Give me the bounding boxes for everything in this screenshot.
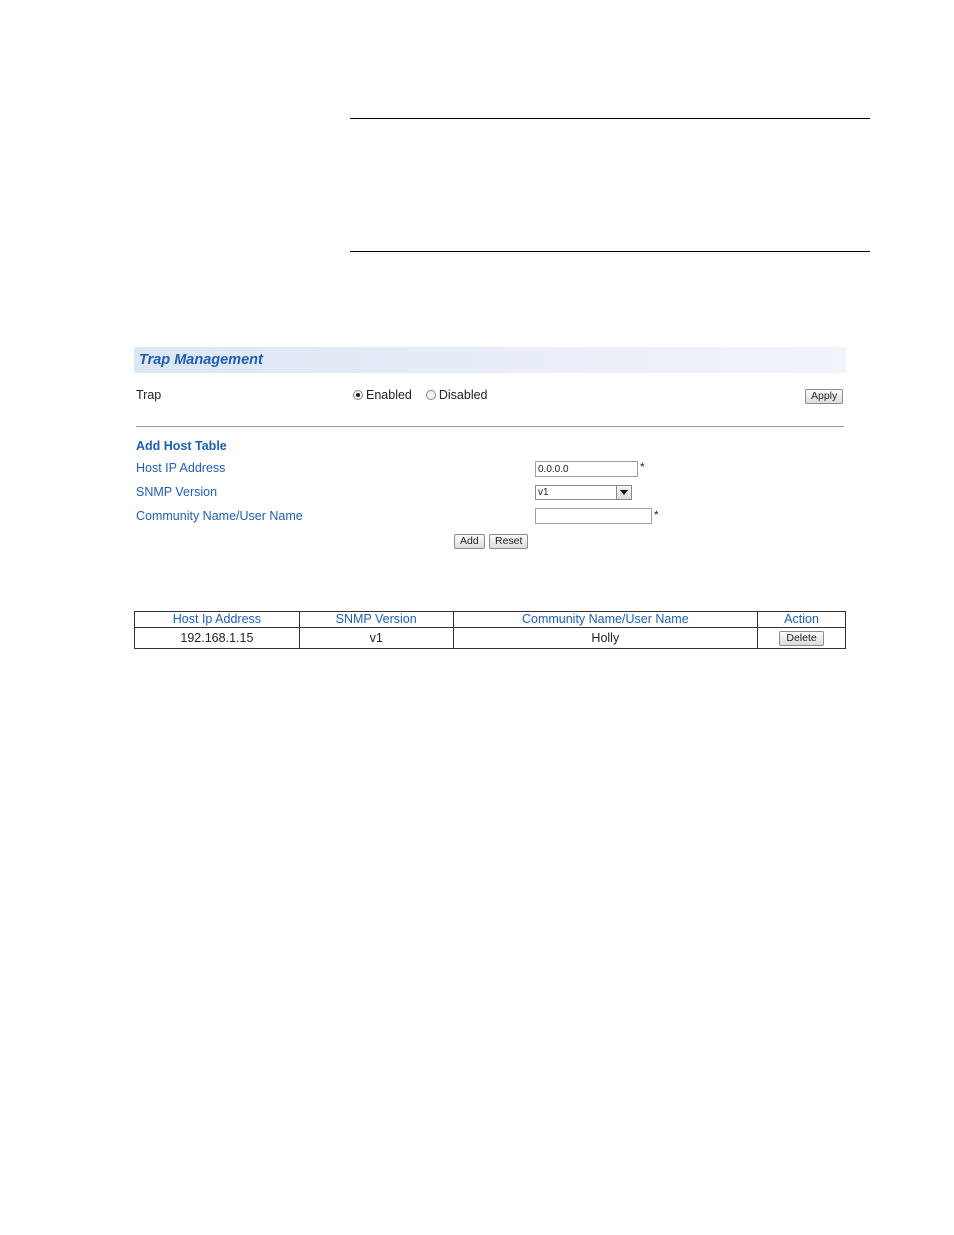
delete-button[interactable]: Delete	[779, 631, 823, 646]
cell-community: Holly	[453, 628, 758, 649]
add-host-section-title: Add Host Table	[136, 439, 227, 453]
community-required-mark: *	[654, 508, 659, 522]
trap-management-panel	[134, 347, 846, 547]
cell-snmp-version: v1	[299, 628, 453, 649]
apply-button[interactable]: Apply	[805, 389, 843, 404]
snmp-version-label: SNMP Version	[136, 485, 218, 499]
column-header-host-ip: Host Ip Address	[135, 612, 300, 628]
radio-checked-icon[interactable]	[353, 390, 363, 400]
snmp-version-selected: v1	[538, 487, 549, 498]
panel-title-bar	[134, 347, 846, 373]
top-rule	[350, 118, 870, 119]
trap-enabled-label: Enabled	[366, 388, 412, 402]
community-name-input[interactable]	[535, 508, 652, 524]
snmp-version-select[interactable]	[535, 485, 632, 500]
section-divider	[136, 426, 844, 427]
column-header-action: Action	[758, 612, 846, 628]
add-button[interactable]: Add	[454, 534, 485, 549]
reset-button[interactable]: Reset	[489, 534, 528, 549]
panel-title: Trap Management	[139, 352, 263, 368]
trap-radio-group	[353, 388, 502, 402]
radio-unchecked-icon[interactable]	[426, 390, 436, 400]
column-header-community: Community Name/User Name	[453, 612, 758, 628]
host-table	[134, 611, 846, 649]
column-header-snmp-version: SNMP Version	[299, 612, 453, 628]
community-name-label: Community Name/User Name	[136, 509, 303, 523]
cell-host-ip: 192.168.1.15	[135, 628, 300, 649]
trap-label: Trap	[136, 388, 162, 402]
bottom-rule	[350, 251, 870, 252]
dropdown-arrow-icon[interactable]	[616, 486, 631, 499]
host-ip-input[interactable]	[535, 461, 638, 477]
host-table-header	[135, 612, 846, 628]
trap-enabled-radio[interactable]	[353, 388, 412, 402]
table-row	[135, 628, 846, 649]
cell-action	[758, 628, 846, 649]
trap-disabled-radio[interactable]	[426, 388, 488, 402]
host-ip-required-mark: *	[640, 460, 645, 474]
trap-disabled-label: Disabled	[438, 388, 488, 402]
host-ip-label: Host IP Address	[136, 461, 226, 475]
